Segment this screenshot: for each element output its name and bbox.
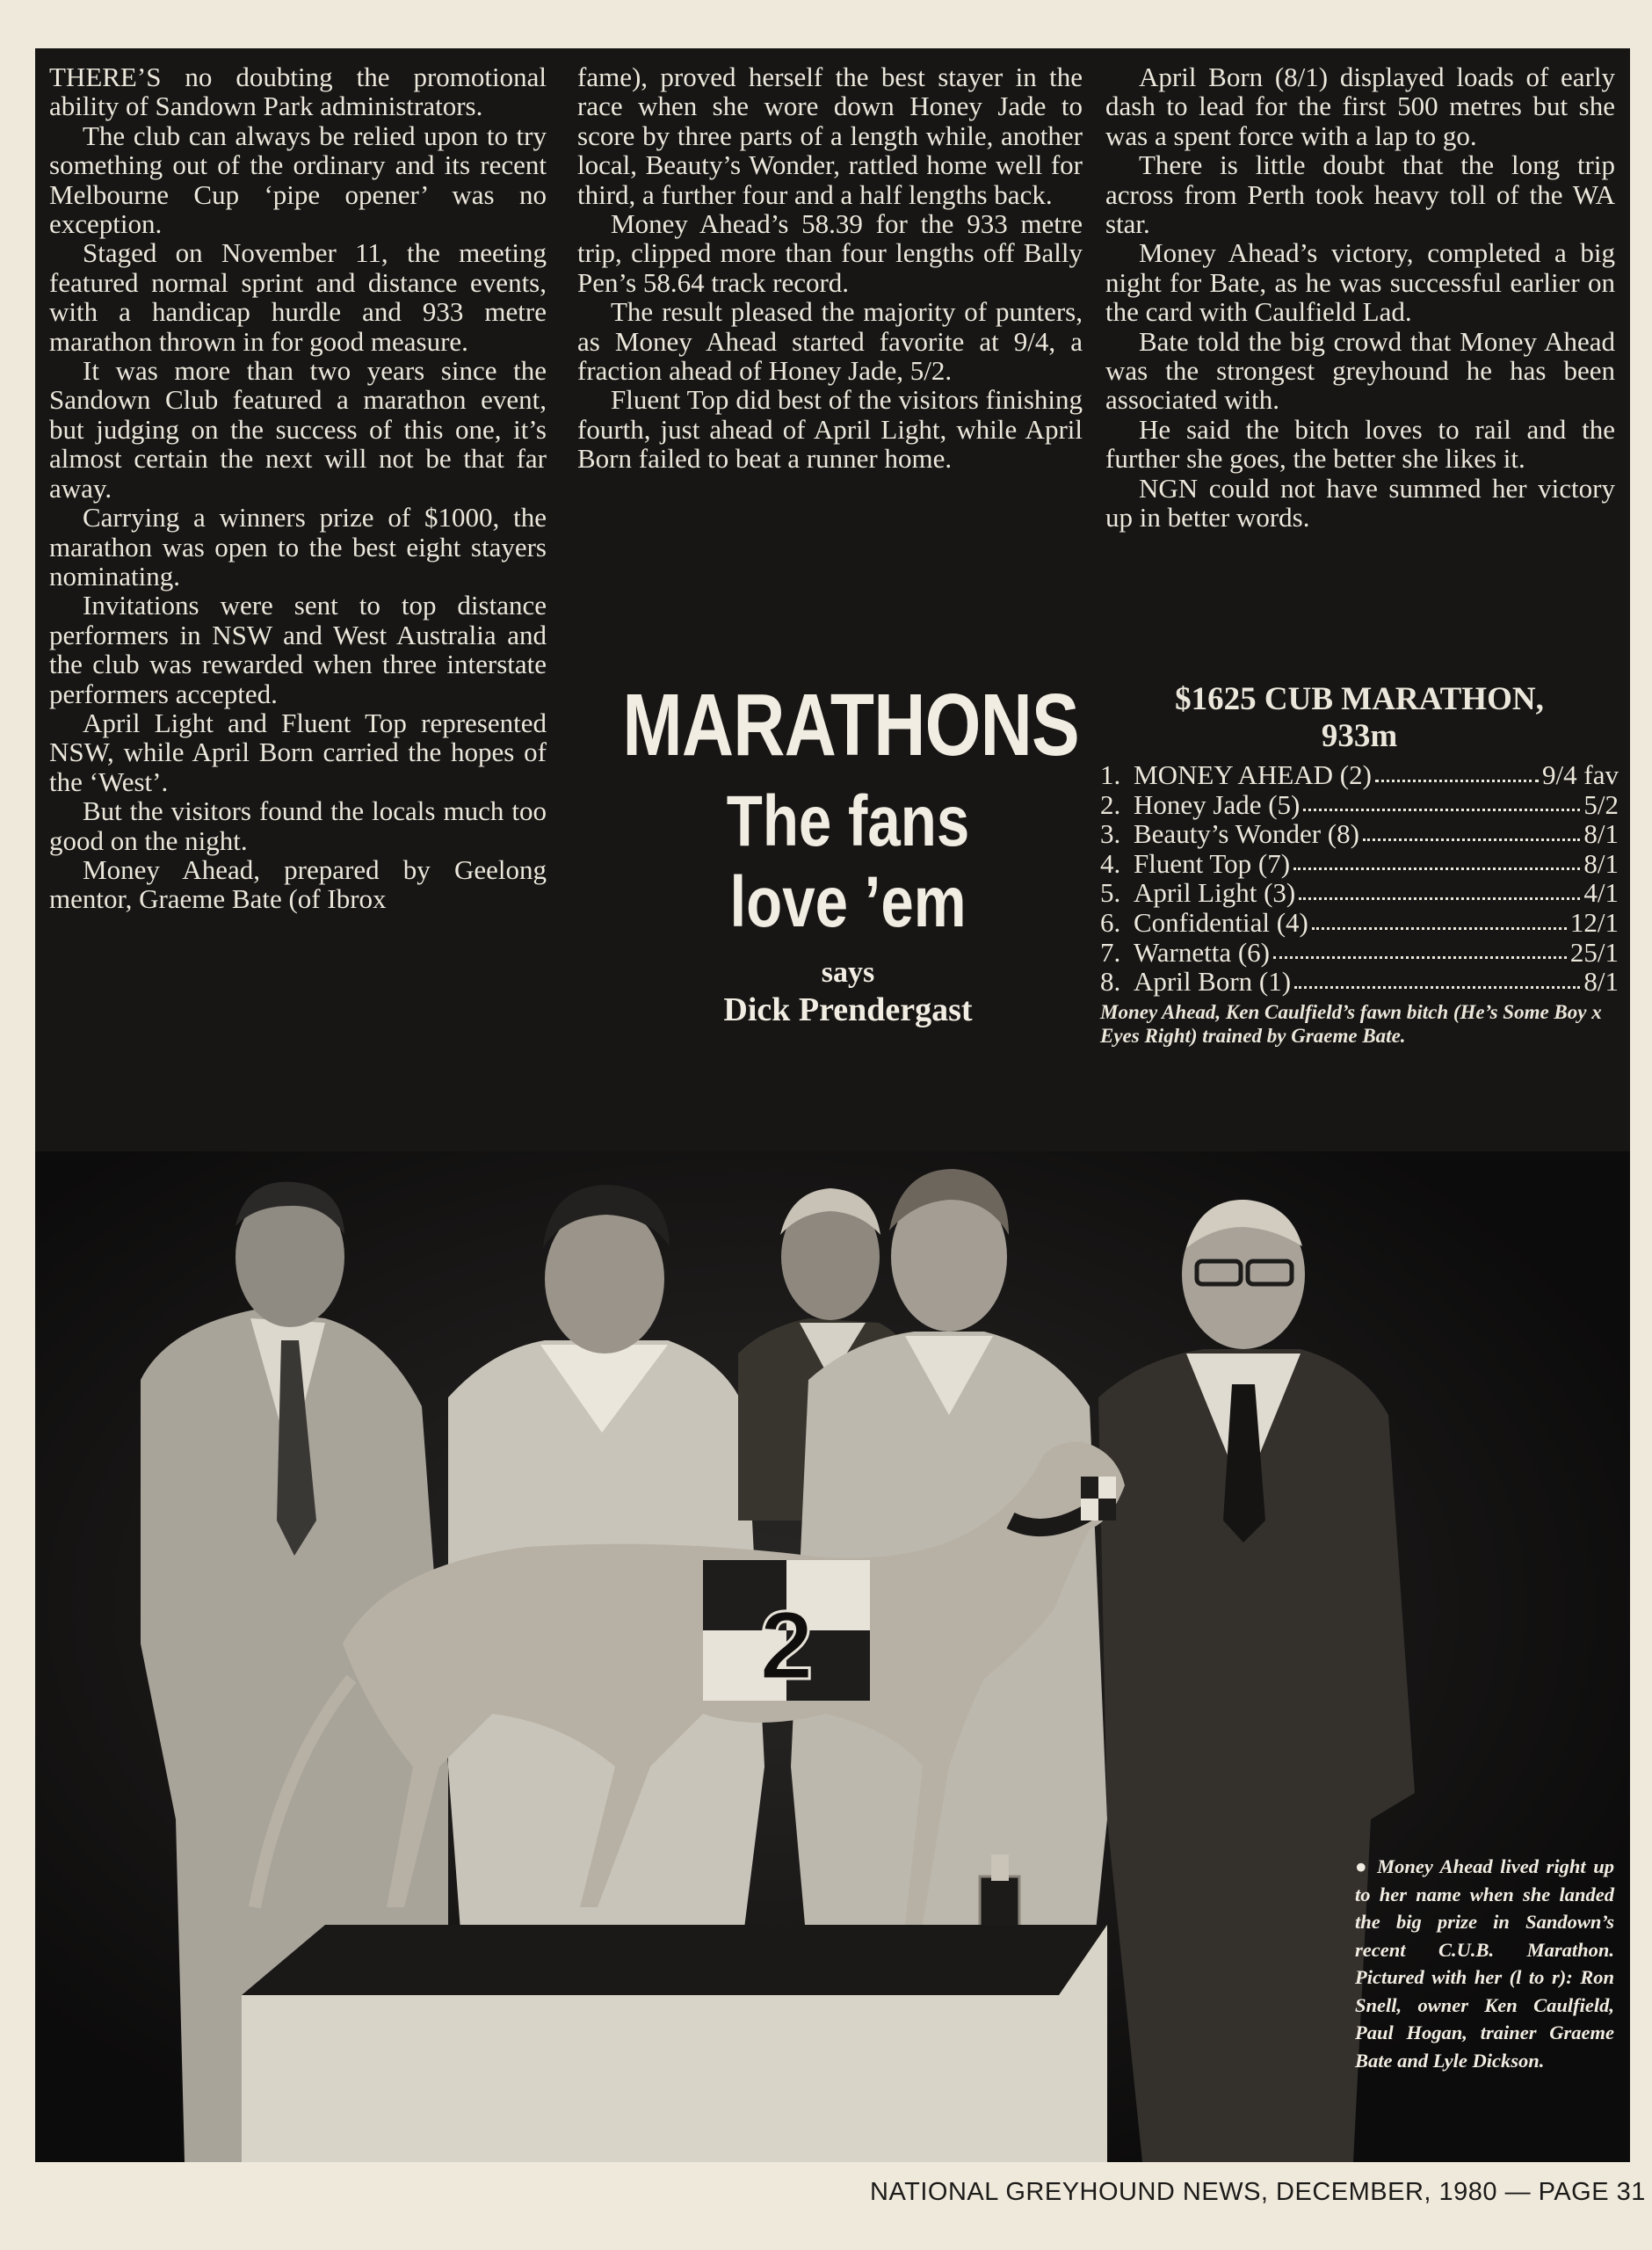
paragraph: THERE’S no doubting the promotional ability of Sandown Park administrators. [49, 62, 547, 122]
paragraph: The result pleased the majority of punters, as Money Ahead started favorite at 9/4, a fraction ahead of Honey Jade, 5/2. [577, 296, 1083, 387]
paragraph: Invitations were sent to top distance performers in NSW and West Australia and the club was rewarded when three interstate performers accepted. [49, 590, 547, 709]
result-row [1100, 849, 1619, 879]
paragraph: There is little doubt that the long trip across from Perth took heavy toll of the WA star. [1105, 149, 1615, 240]
headline-subtitle-line-2: love ’em [729, 862, 967, 942]
results-caption: Money Ahead, Ken Caulfield’s fawn bitch (He’s Some Boy x Eyes Right) trained by Graeme Bate. [1100, 1000, 1602, 1047]
paragraph: But the visitors found the locals much too good on the night. [49, 795, 547, 856]
paragraph: It was more than two years since the Sandown Club featured a marathon event, but judging on the success of this one, it’s almost certain the next will not be that far away. [49, 355, 547, 504]
result-odds: 8/1 [1583, 847, 1619, 879]
result-dog-name: MONEY AHEAD (2) [1134, 759, 1372, 790]
leader-dots [1293, 867, 1580, 870]
page-footer: NATIONAL GREYHOUND NEWS, DECEMBER, 1980 — PAGE 31 [870, 2178, 1646, 2206]
paragraph: Fluent Top did best of the visitors finishing fourth, just ahead of April Light, while April Born failed to beat a runner home. [577, 384, 1083, 475]
result-dog-name: April Born (1) [1134, 966, 1292, 998]
results-title-line-1: $1625 CUB MARATHON, [1175, 681, 1544, 717]
paragraph: April Light and Fluent Top represented NSW, while April Born carried the hopes of the ‘West’. [49, 707, 547, 797]
article-column-2 [577, 62, 1083, 474]
result-place: 4. [1100, 847, 1121, 879]
result-place: 6. [1100, 906, 1121, 938]
article-column-1 [49, 62, 547, 914]
photo-caption: ● Money Ahead lived right up to her name when she landed the big prize in Sandown’s recent C.U.B. Marathon. Pictured with her (l to r): Ron Snell, owner Ken Caulfield, Paul Hogan, trainer Graeme Bate and Lyle Dickson. [1355, 1855, 1614, 2072]
result-row [1100, 760, 1619, 790]
result-odds: 8/1 [1583, 966, 1619, 998]
leader-dots [1294, 986, 1580, 989]
paragraph: April Born (8/1) displayed loads of early dash to lead for the first 500 metres but she was a spent force with a lap to go. [1105, 62, 1615, 151]
results-table [1100, 760, 1619, 997]
paragraph: Carrying a winners prize of $1000, the marathon was open to the best eight stayers nominating. [49, 502, 547, 592]
paragraph: fame), proved herself the best stayer in the race when she wore down Honey Jade to score by three parts of a length while, another local, Beauty’s Wonder, rattled home well for third, a further four and a half lengths back. [577, 62, 1083, 210]
race-results [1100, 681, 1619, 1048]
headline-title: MARATHONS [622, 676, 1079, 774]
result-odds: 25/1 [1569, 936, 1619, 968]
article-column-3 [1105, 62, 1615, 533]
result-odds: 4/1 [1583, 877, 1619, 909]
result-dog-name: Warnetta (6) [1134, 936, 1270, 968]
leader-dots [1312, 927, 1567, 930]
paragraph: Money Ahead, prepared by Geelong mentor, Graeme Bate (of Ibrox [49, 853, 547, 915]
result-row [1100, 967, 1619, 997]
result-row [1100, 878, 1619, 908]
result-dog-name: Fluent Top (7) [1134, 847, 1291, 879]
paragraph: The club can always be relied upon to try something out of the ordinary and its recent Melbourne Cup ‘pipe opener’ was no exception. [49, 120, 547, 240]
results-title-line-2: 933m [1321, 718, 1398, 754]
result-row [1100, 819, 1619, 849]
result-place: 7. [1100, 936, 1121, 968]
result-odds: 9/4 fav [1542, 759, 1619, 790]
result-dog-name: Beauty’s Wonder (8) [1134, 818, 1359, 850]
article-page [35, 48, 1630, 2162]
result-place: 3. [1100, 818, 1121, 850]
byline: Dick Prendergast [723, 991, 973, 1028]
result-place: 1. [1100, 759, 1121, 790]
paragraph: Money Ahead’s victory, completed a big night for Bate, as he was successful earlier on the card with Caulfield Lad. [1105, 237, 1615, 328]
result-row [1100, 908, 1619, 938]
leader-dots [1303, 809, 1580, 811]
leader-dots [1363, 838, 1580, 841]
paragraph: Bate told the big crowd that Money Ahead was the strongest greyhound he has been associated with. [1105, 325, 1615, 416]
result-row [1100, 790, 1619, 820]
headline-subtitle-line-1: The fans [726, 781, 970, 861]
result-place: 5. [1100, 877, 1121, 909]
result-row [1100, 938, 1619, 968]
paragraph: Money Ahead’s 58.39 for the 933 metre trip, clipped more than four lengths off Bally Pen’s 58.64 track record. [577, 208, 1083, 298]
leader-dots [1299, 897, 1580, 900]
says-label: says [821, 956, 875, 989]
paragraph: He said the bitch loves to rail and the further she goes, the better she likes it. [1105, 413, 1615, 475]
leader-dots [1375, 780, 1539, 782]
paragraph: Staged on November 11, the meeting featured normal sprint and distance events, with a handicap hurdle and 933 metre marathon thrown in for good measure. [49, 237, 547, 357]
leader-dots [1273, 956, 1567, 959]
result-place: 8. [1100, 966, 1121, 998]
result-dog-name: April Light (3) [1134, 877, 1296, 909]
headline-block [573, 676, 1123, 1029]
bib-number: 2 [759, 1592, 814, 1700]
result-odds: 8/1 [1583, 818, 1619, 850]
result-dog-name: Honey Jade (5) [1134, 788, 1301, 820]
result-odds: 12/1 [1569, 906, 1619, 938]
result-place: 2. [1100, 788, 1121, 820]
display-plinth [242, 1925, 1107, 2162]
paragraph: NGN could not have summed her victory up in better words. [1105, 472, 1615, 533]
result-dog-name: Confidential (4) [1134, 906, 1308, 938]
result-odds: 5/2 [1583, 788, 1619, 820]
